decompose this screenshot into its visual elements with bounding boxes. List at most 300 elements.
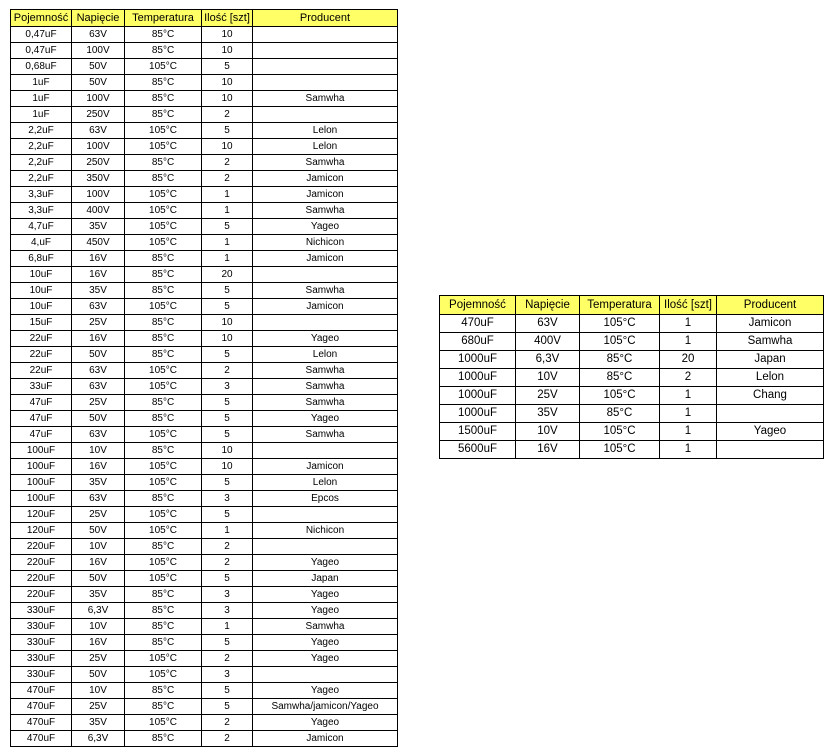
table-row <box>11 267 398 283</box>
table-row <box>11 379 398 395</box>
cell-manufacturer <box>253 59 398 75</box>
table-row <box>11 459 398 475</box>
cell-temperature: 105°C <box>125 219 202 235</box>
cell-temperature: 105°C <box>125 123 202 139</box>
cell-voltage: 16V <box>516 441 580 459</box>
cell-temperature: 105°C <box>125 187 202 203</box>
table-body <box>440 315 824 459</box>
cell-voltage: 16V <box>72 267 125 283</box>
table-row <box>11 475 398 491</box>
cell-capacitance: 0,47uF <box>11 43 72 59</box>
cell-voltage: 63V <box>72 363 125 379</box>
table-row <box>11 731 398 747</box>
cell-voltage: 25V <box>72 651 125 667</box>
cell-manufacturer: Jamicon <box>253 299 398 315</box>
cell-temperature: 85°C <box>580 405 660 423</box>
cell-capacitance: 1000uF <box>440 369 516 387</box>
cell-manufacturer: Samwha <box>253 379 398 395</box>
cell-voltage: 10V <box>72 539 125 555</box>
cell-voltage: 63V <box>516 315 580 333</box>
header-capacitance: Pojemność <box>11 10 72 27</box>
cell-temperature: 85°C <box>125 443 202 459</box>
cell-manufacturer: Jamicon <box>253 251 398 267</box>
cell-quantity: 2 <box>202 555 253 571</box>
cell-capacitance: 6,8uF <box>11 251 72 267</box>
cell-capacitance: 0,47uF <box>11 27 72 43</box>
cell-temperature: 85°C <box>125 155 202 171</box>
cell-manufacturer: Yageo <box>253 651 398 667</box>
cell-quantity: 5 <box>202 395 253 411</box>
cell-capacitance: 10uF <box>11 283 72 299</box>
cell-manufacturer: Japan <box>717 351 824 369</box>
cell-capacitance: 1uF <box>11 75 72 91</box>
cell-quantity: 5 <box>202 683 253 699</box>
table-body <box>11 27 398 747</box>
cell-capacitance: 3,3uF <box>11 203 72 219</box>
cell-voltage: 350V <box>72 171 125 187</box>
table-row <box>11 395 398 411</box>
cell-manufacturer <box>253 667 398 683</box>
cell-manufacturer: Nichicon <box>253 523 398 539</box>
cell-voltage: 10V <box>72 619 125 635</box>
cell-capacitance: 100uF <box>11 475 72 491</box>
cell-temperature: 105°C <box>580 387 660 405</box>
table-row <box>11 667 398 683</box>
cell-capacitance: 47uF <box>11 427 72 443</box>
table-row <box>11 123 398 139</box>
table-row <box>11 251 398 267</box>
table-row <box>11 91 398 107</box>
cell-voltage: 10V <box>72 443 125 459</box>
cell-manufacturer: Samwha <box>253 619 398 635</box>
cell-capacitance: 10uF <box>11 299 72 315</box>
cell-capacitance: 1500uF <box>440 423 516 441</box>
cell-voltage: 6,3V <box>72 731 125 747</box>
cell-manufacturer: Samwha <box>253 427 398 443</box>
cell-capacitance: 2,2uF <box>11 171 72 187</box>
cell-quantity: 5 <box>202 475 253 491</box>
cell-manufacturer: Jamicon <box>253 187 398 203</box>
cell-quantity: 1 <box>202 523 253 539</box>
cell-temperature: 85°C <box>125 91 202 107</box>
cell-manufacturer: Jamicon <box>253 171 398 187</box>
cell-quantity: 3 <box>202 491 253 507</box>
cell-manufacturer: Yageo <box>253 331 398 347</box>
table-row <box>11 155 398 171</box>
cell-voltage: 35V <box>72 475 125 491</box>
cell-voltage: 35V <box>72 587 125 603</box>
cell-capacitance: 330uF <box>11 635 72 651</box>
cell-quantity: 10 <box>202 331 253 347</box>
cell-manufacturer <box>253 75 398 91</box>
cell-temperature: 105°C <box>125 459 202 475</box>
cell-capacitance: 1uF <box>11 91 72 107</box>
cell-manufacturer: Yageo <box>253 683 398 699</box>
cell-capacitance: 33uF <box>11 379 72 395</box>
cell-manufacturer <box>253 267 398 283</box>
cell-quantity: 1 <box>660 315 717 333</box>
header-manufacturer: Producent <box>717 296 824 315</box>
table-row <box>11 43 398 59</box>
cell-voltage: 63V <box>72 427 125 443</box>
cell-capacitance: 2,2uF <box>11 123 72 139</box>
cell-quantity: 10 <box>202 315 253 331</box>
cell-manufacturer <box>253 27 398 43</box>
cell-temperature: 105°C <box>125 667 202 683</box>
cell-temperature: 85°C <box>125 683 202 699</box>
cell-voltage: 35V <box>72 715 125 731</box>
cell-quantity: 3 <box>202 603 253 619</box>
cell-capacitance: 1000uF <box>440 387 516 405</box>
table-row <box>11 171 398 187</box>
cell-temperature: 105°C <box>580 315 660 333</box>
cell-manufacturer: Yageo <box>253 587 398 603</box>
cell-quantity: 2 <box>202 651 253 667</box>
cell-manufacturer: Lelon <box>253 475 398 491</box>
cell-temperature: 85°C <box>125 395 202 411</box>
cell-temperature: 105°C <box>125 555 202 571</box>
cell-manufacturer: Lelon <box>253 347 398 363</box>
cell-quantity: 5 <box>202 635 253 651</box>
table-row <box>11 523 398 539</box>
cell-quantity: 1 <box>202 619 253 635</box>
cell-capacitance: 220uF <box>11 539 72 555</box>
table-row <box>11 235 398 251</box>
cell-temperature: 105°C <box>125 299 202 315</box>
cell-manufacturer: Samwha <box>253 91 398 107</box>
table-row <box>11 283 398 299</box>
cell-manufacturer: Yageo <box>253 219 398 235</box>
cell-manufacturer: Jamicon <box>253 731 398 747</box>
cell-capacitance: 220uF <box>11 587 72 603</box>
cell-quantity: 1 <box>660 387 717 405</box>
table-row <box>440 369 824 387</box>
table-row <box>11 443 398 459</box>
cell-manufacturer: Samwha <box>253 283 398 299</box>
cell-temperature: 105°C <box>125 379 202 395</box>
table-row <box>440 441 824 459</box>
table-row <box>11 187 398 203</box>
cell-voltage: 63V <box>72 27 125 43</box>
cell-capacitance: 0,68uF <box>11 59 72 75</box>
cell-voltage: 100V <box>72 91 125 107</box>
table-row <box>11 219 398 235</box>
cell-quantity: 2 <box>202 363 253 379</box>
cell-quantity: 10 <box>202 27 253 43</box>
cell-quantity: 5 <box>202 283 253 299</box>
cell-temperature: 105°C <box>580 441 660 459</box>
cell-manufacturer: Nichicon <box>253 235 398 251</box>
header-temperature: Temperatura <box>125 10 202 27</box>
cell-capacitance: 470uF <box>11 715 72 731</box>
table-row <box>11 315 398 331</box>
cell-quantity: 1 <box>202 235 253 251</box>
cell-temperature: 85°C <box>125 731 202 747</box>
header-capacitance: Pojemność <box>440 296 516 315</box>
cell-voltage: 6,3V <box>516 351 580 369</box>
cell-manufacturer <box>717 405 824 423</box>
cell-capacitance: 330uF <box>11 619 72 635</box>
cell-voltage: 50V <box>72 571 125 587</box>
cell-capacitance: 330uF <box>11 603 72 619</box>
cell-temperature: 85°C <box>125 267 202 283</box>
cell-temperature: 105°C <box>125 139 202 155</box>
cell-quantity: 2 <box>202 171 253 187</box>
cell-voltage: 50V <box>72 667 125 683</box>
table-row <box>440 423 824 441</box>
cell-temperature: 85°C <box>125 171 202 187</box>
table-row <box>11 587 398 603</box>
cell-voltage: 25V <box>516 387 580 405</box>
table-row <box>11 683 398 699</box>
cell-manufacturer: Chang <box>717 387 824 405</box>
cell-capacitance: 4,uF <box>11 235 72 251</box>
cell-manufacturer: Yageo <box>717 423 824 441</box>
cell-manufacturer: Samwha/jamicon/Yageo <box>253 699 398 715</box>
cell-capacitance: 22uF <box>11 363 72 379</box>
cell-temperature: 85°C <box>125 27 202 43</box>
cell-quantity: 5 <box>202 219 253 235</box>
cell-manufacturer: Yageo <box>253 411 398 427</box>
cell-temperature: 85°C <box>125 347 202 363</box>
cell-quantity: 5 <box>202 59 253 75</box>
cell-voltage: 16V <box>72 251 125 267</box>
table-row <box>440 405 824 423</box>
table-row <box>11 491 398 507</box>
cell-voltage: 100V <box>72 139 125 155</box>
header-quantity: Ilość [szt] <box>202 10 253 27</box>
cell-voltage: 25V <box>72 395 125 411</box>
cell-capacitance: 120uF <box>11 507 72 523</box>
cell-manufacturer <box>253 507 398 523</box>
cell-quantity: 10 <box>202 75 253 91</box>
cell-temperature: 85°C <box>125 283 202 299</box>
cell-voltage: 10V <box>516 423 580 441</box>
cell-voltage: 250V <box>72 107 125 123</box>
cell-temperature: 85°C <box>125 619 202 635</box>
cell-voltage: 50V <box>72 59 125 75</box>
cell-voltage: 25V <box>72 315 125 331</box>
cell-temperature: 85°C <box>125 331 202 347</box>
table-row <box>11 107 398 123</box>
cell-voltage: 35V <box>72 283 125 299</box>
cell-capacitance: 680uF <box>440 333 516 351</box>
cell-capacitance: 120uF <box>11 523 72 539</box>
cell-quantity: 1 <box>660 405 717 423</box>
cell-manufacturer: Yageo <box>253 635 398 651</box>
cell-voltage: 16V <box>72 331 125 347</box>
cell-manufacturer: Japan <box>253 571 398 587</box>
cell-quantity: 2 <box>202 155 253 171</box>
table-row <box>440 315 824 333</box>
header-voltage: Napięcie <box>516 296 580 315</box>
cell-temperature: 85°C <box>125 75 202 91</box>
cell-temperature: 85°C <box>125 411 202 427</box>
cell-temperature: 105°C <box>580 333 660 351</box>
cell-voltage: 10V <box>72 683 125 699</box>
cell-voltage: 50V <box>72 411 125 427</box>
cell-voltage: 25V <box>72 507 125 523</box>
header-temperature: Temperatura <box>580 296 660 315</box>
cell-capacitance: 470uF <box>11 683 72 699</box>
cell-temperature: 85°C <box>125 491 202 507</box>
table-row <box>11 715 398 731</box>
cell-temperature: 85°C <box>125 43 202 59</box>
cell-manufacturer: Samwha <box>253 155 398 171</box>
cell-voltage: 100V <box>72 43 125 59</box>
cell-voltage: 6,3V <box>72 603 125 619</box>
cell-capacitance: 470uF <box>11 731 72 747</box>
cell-capacitance: 47uF <box>11 395 72 411</box>
table-header-row <box>440 296 824 315</box>
table-row <box>11 75 398 91</box>
cell-capacitance: 100uF <box>11 491 72 507</box>
cell-quantity: 10 <box>202 443 253 459</box>
cell-quantity: 5 <box>202 699 253 715</box>
cell-manufacturer: Yageo <box>253 715 398 731</box>
cell-temperature: 85°C <box>125 635 202 651</box>
cell-quantity: 5 <box>202 507 253 523</box>
cell-temperature: 105°C <box>580 423 660 441</box>
table-row <box>11 411 398 427</box>
cell-voltage: 50V <box>72 347 125 363</box>
cell-voltage: 25V <box>72 699 125 715</box>
table-row <box>11 699 398 715</box>
cell-manufacturer: Yageo <box>253 555 398 571</box>
table-row <box>11 203 398 219</box>
cell-quantity: 10 <box>202 139 253 155</box>
cell-manufacturer: Lelon <box>253 123 398 139</box>
cell-manufacturer: Samwha <box>253 203 398 219</box>
cell-capacitance: 5600uF <box>440 441 516 459</box>
cell-temperature: 105°C <box>125 523 202 539</box>
cell-temperature: 105°C <box>125 571 202 587</box>
cell-quantity: 2 <box>202 715 253 731</box>
cell-temperature: 85°C <box>125 315 202 331</box>
cell-quantity: 2 <box>202 731 253 747</box>
header-manufacturer: Producent <box>253 10 398 27</box>
table-row <box>11 59 398 75</box>
cell-quantity: 5 <box>202 347 253 363</box>
cell-voltage: 16V <box>72 555 125 571</box>
cell-quantity: 1 <box>660 441 717 459</box>
cell-manufacturer <box>253 315 398 331</box>
cell-voltage: 400V <box>516 333 580 351</box>
table-row <box>11 539 398 555</box>
cell-temperature: 85°C <box>125 699 202 715</box>
cell-quantity: 2 <box>660 369 717 387</box>
cell-temperature: 105°C <box>125 427 202 443</box>
cell-voltage: 35V <box>516 405 580 423</box>
cell-manufacturer: Samwha <box>253 395 398 411</box>
cell-manufacturer: Jamicon <box>717 315 824 333</box>
table-row <box>11 347 398 363</box>
cell-capacitance: 3,3uF <box>11 187 72 203</box>
cell-temperature: 85°C <box>125 539 202 555</box>
cell-capacitance: 22uF <box>11 347 72 363</box>
cell-voltage: 63V <box>72 123 125 139</box>
cell-manufacturer: Lelon <box>253 139 398 155</box>
cell-capacitance: 2,2uF <box>11 139 72 155</box>
cell-quantity: 1 <box>202 187 253 203</box>
table-row <box>11 27 398 43</box>
table-row <box>11 555 398 571</box>
cell-voltage: 16V <box>72 635 125 651</box>
cell-temperature: 105°C <box>125 651 202 667</box>
table-row <box>11 331 398 347</box>
cell-quantity: 5 <box>202 299 253 315</box>
cell-capacitance: 2,2uF <box>11 155 72 171</box>
cell-quantity: 5 <box>202 411 253 427</box>
cell-temperature: 105°C <box>125 59 202 75</box>
cell-capacitance: 47uF <box>11 411 72 427</box>
cell-quantity: 20 <box>202 267 253 283</box>
header-quantity: Ilość [szt] <box>660 296 717 315</box>
table-row <box>11 363 398 379</box>
cell-quantity: 5 <box>202 427 253 443</box>
cell-temperature: 85°C <box>125 107 202 123</box>
cell-voltage: 250V <box>72 155 125 171</box>
cell-voltage: 63V <box>72 299 125 315</box>
cell-temperature: 105°C <box>125 475 202 491</box>
cell-quantity: 3 <box>202 379 253 395</box>
cell-quantity: 5 <box>202 571 253 587</box>
capacitor-table-left <box>10 9 398 747</box>
cell-capacitance: 1uF <box>11 107 72 123</box>
cell-quantity: 10 <box>202 91 253 107</box>
cell-voltage: 35V <box>72 219 125 235</box>
cell-voltage: 50V <box>72 75 125 91</box>
cell-manufacturer: Yageo <box>253 603 398 619</box>
cell-voltage: 63V <box>72 379 125 395</box>
cell-manufacturer: Lelon <box>717 369 824 387</box>
cell-quantity: 10 <box>202 459 253 475</box>
cell-manufacturer: Samwha <box>253 363 398 379</box>
cell-quantity: 3 <box>202 587 253 603</box>
cell-capacitance: 22uF <box>11 331 72 347</box>
cell-temperature: 105°C <box>125 363 202 379</box>
cell-quantity: 20 <box>660 351 717 369</box>
cell-voltage: 400V <box>72 203 125 219</box>
cell-temperature: 85°C <box>125 587 202 603</box>
cell-capacitance: 220uF <box>11 555 72 571</box>
cell-quantity: 2 <box>202 539 253 555</box>
cell-temperature: 85°C <box>580 351 660 369</box>
capacitor-table-right <box>439 295 824 459</box>
table-row <box>11 139 398 155</box>
table-row <box>11 603 398 619</box>
table-row <box>11 651 398 667</box>
cell-quantity: 1 <box>202 203 253 219</box>
cell-capacitance: 100uF <box>11 443 72 459</box>
cell-capacitance: 100uF <box>11 459 72 475</box>
cell-capacitance: 470uF <box>440 315 516 333</box>
cell-manufacturer: Samwha <box>717 333 824 351</box>
cell-quantity: 2 <box>202 107 253 123</box>
cell-capacitance: 470uF <box>11 699 72 715</box>
cell-manufacturer <box>717 441 824 459</box>
cell-capacitance: 15uF <box>11 315 72 331</box>
cell-manufacturer: Jamicon <box>253 459 398 475</box>
cell-temperature: 105°C <box>125 235 202 251</box>
table-row <box>11 427 398 443</box>
cell-manufacturer <box>253 443 398 459</box>
cell-temperature: 105°C <box>125 507 202 523</box>
table-header-row <box>11 10 398 27</box>
cell-manufacturer <box>253 43 398 59</box>
cell-voltage: 100V <box>72 187 125 203</box>
cell-quantity: 1 <box>202 251 253 267</box>
